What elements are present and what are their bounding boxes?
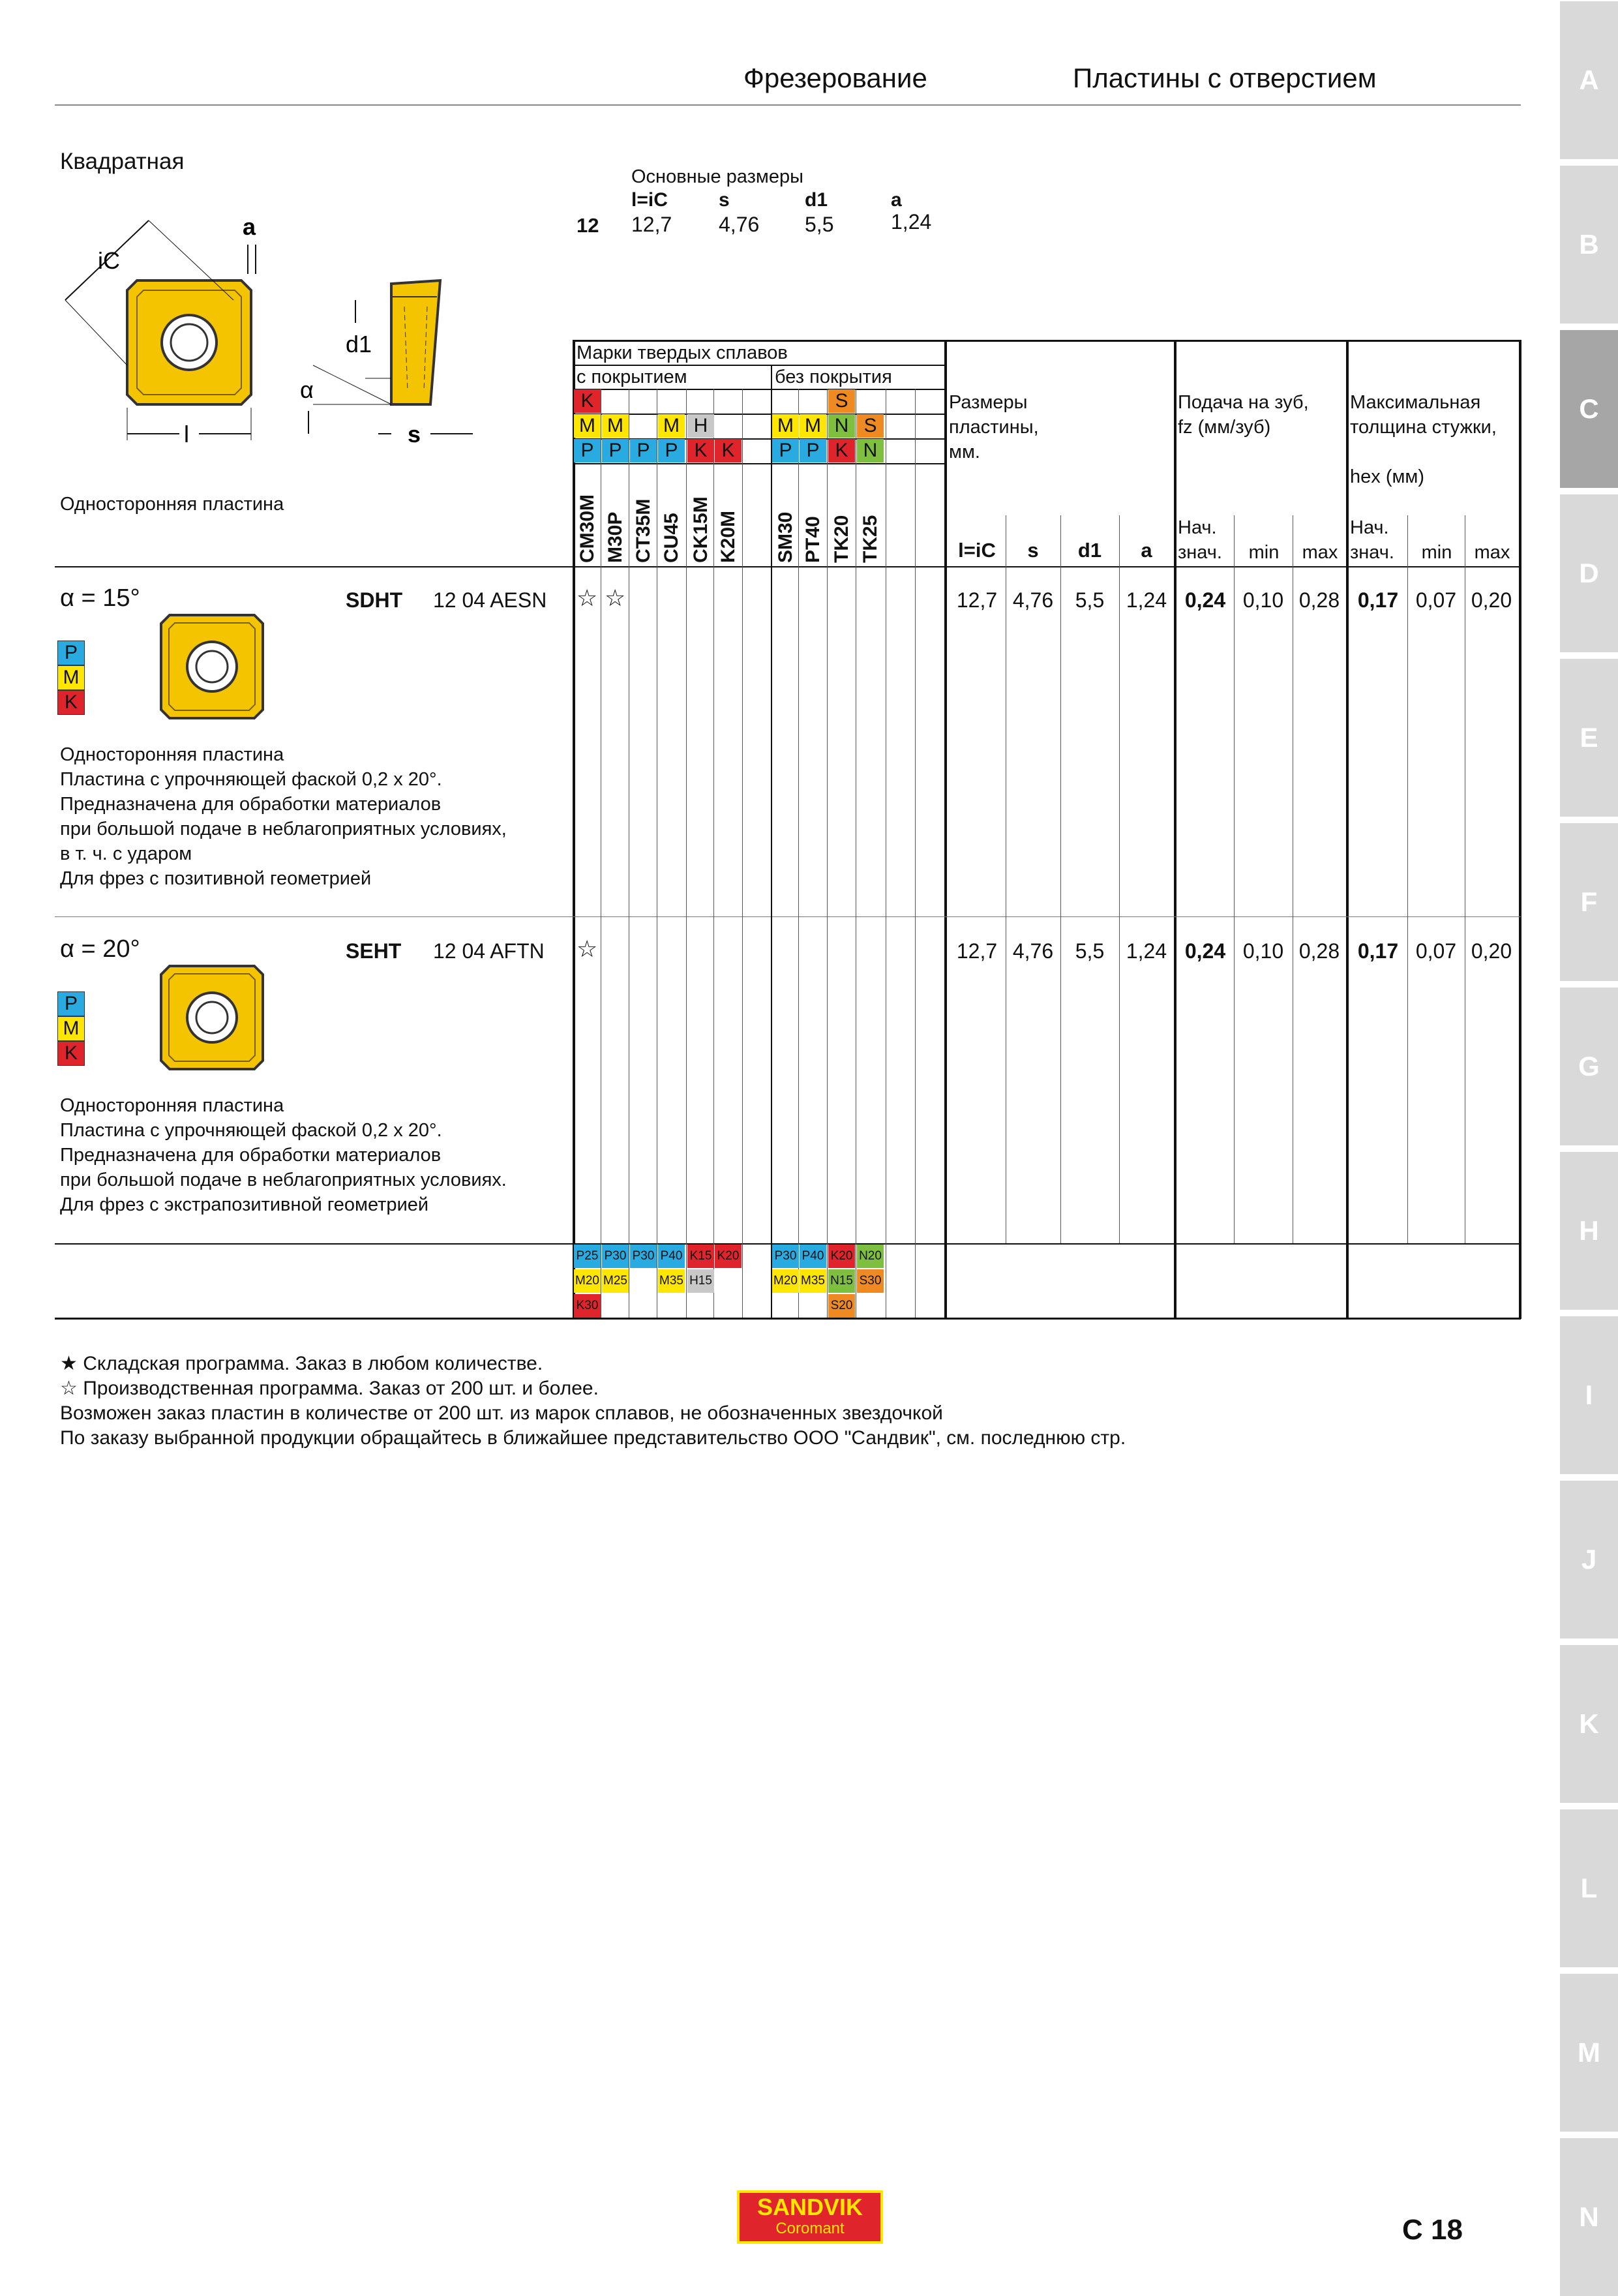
iso-header-m: M — [658, 414, 685, 438]
insert-code: SDHT — [346, 588, 403, 612]
feed-max-label: max — [1302, 542, 1338, 563]
iso-k-badge: K — [57, 1041, 85, 1066]
dims-h-a: a — [1141, 539, 1152, 562]
app-code-m20: M20 — [772, 1269, 799, 1293]
tab-d[interactable]: D — [1560, 494, 1618, 652]
legend-production: ☆ Производственная программа. Заказ от 200 шт. и более. — [60, 1378, 599, 1399]
description-line: Предназначена для обработки материалов — [60, 794, 442, 815]
label-d1: d1 — [346, 331, 372, 357]
chip-value: 0,17 — [1357, 588, 1399, 612]
label-a: a — [243, 213, 256, 240]
label-ic: iC — [98, 247, 120, 274]
iso-header-p: P — [658, 439, 685, 462]
coated-label: с покрытием — [577, 367, 687, 387]
iso-header-p: P — [602, 439, 629, 462]
chip-value: 0,20 — [1471, 588, 1512, 612]
tab-l[interactable]: L — [1560, 1809, 1618, 1967]
page-number: C 18 — [1402, 2214, 1463, 2246]
insert-size: 12 04 AESN — [433, 588, 547, 612]
dims-h-l: l=iC — [958, 539, 996, 562]
dim-value: 4,76 — [1012, 588, 1054, 612]
main-dims-h-s: s — [719, 189, 730, 211]
app-code-s30: S30 — [857, 1269, 884, 1293]
production-star-icon: ☆ — [577, 584, 598, 611]
feed-min-label: min — [1248, 542, 1280, 563]
app-code-h15: H15 — [687, 1269, 714, 1293]
description-line: Для фрез с экстрапозитивной геометрией — [60, 1194, 429, 1215]
logo-sub: Coromant — [775, 2220, 845, 2237]
tab-m[interactable]: M — [1560, 1974, 1618, 2132]
chip-min-label: min — [1421, 542, 1452, 563]
iso-p-badge: P — [57, 641, 85, 665]
description-line: Пластина с упрочняющей фаской 0,2 x 20°. — [60, 1120, 442, 1141]
iso-header-n: N — [828, 414, 855, 438]
app-code-m20: M20 — [574, 1269, 601, 1293]
iso-header-p: P — [800, 439, 826, 462]
app-code-p30: P30 — [772, 1245, 799, 1268]
app-code-k15: K15 — [687, 1245, 714, 1268]
subsection-title: Пластины с отверстием — [1073, 63, 1377, 93]
grade-tk20: TK20 — [831, 515, 852, 563]
description-line: Для фрез с позитивной геометрией — [60, 868, 372, 889]
grade-ck15m: CK15M — [690, 496, 712, 563]
main-dims-d1: 5,5 — [805, 213, 834, 236]
tab-h[interactable]: H — [1560, 1152, 1618, 1310]
label-l: l — [184, 421, 189, 447]
tab-k[interactable]: K — [1560, 1645, 1618, 1803]
order-note: Возможен заказ пластин в количестве от 200 шт. из марок сплавов, не обозначенных звездочкой — [60, 1402, 943, 1424]
angle-label: α = 20° — [60, 935, 140, 963]
insert-side-view — [391, 280, 440, 404]
grade-sm30: SM30 — [775, 511, 796, 563]
iso-m-badge: M — [57, 1016, 85, 1041]
feed-value: 0,24 — [1184, 588, 1226, 612]
dim-value: 5,5 — [1075, 939, 1105, 963]
iso-header-m: M — [800, 414, 826, 438]
feed-value: 0,28 — [1298, 939, 1340, 963]
feed-unit: fz (мм/зуб) — [1178, 417, 1271, 438]
sandvik-logo — [737, 2190, 883, 2244]
iso-header-k: K — [574, 389, 601, 413]
iso-p-badge: P — [57, 991, 85, 1016]
grade-cu45: CU45 — [661, 513, 682, 563]
main-dims-h-d1: d1 — [805, 189, 828, 211]
description-line: при большой подаче в неблагоприятных условиях, — [60, 819, 507, 839]
main-dims-s: 4,76 — [719, 213, 760, 236]
app-code-m25: M25 — [602, 1269, 629, 1293]
tab-c[interactable]: C — [1560, 330, 1618, 488]
tab-n[interactable]: N — [1560, 2138, 1618, 2296]
feed-start-label: Нач. знач. — [1178, 517, 1222, 563]
description-line: Односторонняя пластина — [60, 744, 284, 765]
app-code-n15: N15 — [828, 1269, 855, 1293]
label-alpha: α — [300, 376, 314, 403]
description-line: при большой подаче в неблагоприятных условиях. — [60, 1170, 507, 1190]
section-tabs — [1560, 0, 1618, 2288]
iso-header-p: P — [630, 439, 657, 462]
feed-title: Подача на зуб, — [1178, 392, 1309, 413]
chip-unit: hex (мм) — [1350, 466, 1425, 487]
uncoated-label: без покрытия — [775, 367, 892, 387]
label-s: s — [408, 421, 421, 447]
description-line: в т. ч. с ударом — [60, 843, 192, 864]
description-line: Предназначена для обработки материалов — [60, 1145, 442, 1166]
tab-a[interactable]: A — [1560, 1, 1618, 159]
dims-h-d1: d1 — [1077, 539, 1102, 562]
grade-tk25: TK25 — [860, 515, 881, 563]
app-code-s20: S20 — [828, 1294, 855, 1318]
chip-value: 0,17 — [1357, 939, 1399, 963]
dim-value: 4,76 — [1012, 939, 1054, 963]
grades-title: Марки твердых сплавов — [577, 342, 788, 363]
insert-icon — [157, 612, 267, 723]
chip-value: 0,20 — [1471, 939, 1512, 963]
angle-label: α = 15° — [60, 584, 140, 612]
insert-icon — [157, 963, 267, 1074]
description-line: Односторонняя пластина — [60, 1095, 284, 1116]
chip-value: 0,07 — [1415, 939, 1457, 963]
feed-value: 0,28 — [1298, 588, 1340, 612]
app-code-p25: P25 — [574, 1245, 601, 1268]
iso-m-badge: M — [57, 665, 85, 690]
iso-header-k: K — [687, 439, 714, 462]
dim-value: 5,5 — [1075, 588, 1105, 612]
app-code-k30: K30 — [574, 1294, 601, 1318]
iso-header-n: N — [857, 439, 884, 462]
app-code-p40: P40 — [658, 1245, 685, 1268]
app-code-k20: K20 — [828, 1245, 855, 1268]
iso-header-p: P — [772, 439, 799, 462]
main-dims-row-label: 12 — [577, 214, 599, 237]
main-dims-a: 1,24 — [891, 210, 932, 234]
app-code-m35: M35 — [658, 1269, 685, 1293]
feed-value: 0,10 — [1242, 939, 1284, 963]
main-dims-l: 12,7 — [631, 213, 672, 236]
grade-cm30m: CM30M — [577, 494, 598, 563]
main-dims-h-a: a — [891, 189, 902, 211]
chip-title: Максимальная толщина стужки, — [1350, 392, 1497, 438]
app-code-m35: M35 — [800, 1269, 826, 1293]
iso-k-badge: K — [57, 690, 85, 715]
main-dims-h-l: l=iC — [631, 189, 668, 211]
chip-start-label: Нач. знач. — [1350, 517, 1394, 563]
dim-value: 1,24 — [1126, 588, 1167, 612]
production-star-icon: ☆ — [605, 584, 626, 611]
insert-diagram — [52, 209, 496, 457]
app-code-p40: P40 — [800, 1245, 826, 1268]
tab-i[interactable]: I — [1560, 1316, 1618, 1474]
header-rule — [55, 104, 1521, 106]
dim-value: 12,7 — [956, 588, 998, 612]
main-dims-title: Основные размеры — [631, 166, 803, 187]
chip-value: 0,07 — [1415, 588, 1457, 612]
app-code-p30: P30 — [630, 1245, 657, 1268]
grade-m30p: M30P — [605, 511, 626, 563]
production-star-icon: ☆ — [577, 935, 598, 962]
grade-ct35m: CT35M — [633, 498, 654, 563]
shape-title: Квадратная — [60, 149, 185, 174]
grade-pt40: PT40 — [802, 516, 824, 563]
grade-k20m: K20M — [717, 510, 739, 563]
iso-header-s: S — [828, 389, 855, 413]
dims-h-s: s — [1027, 539, 1039, 562]
tab-e[interactable]: E — [1560, 659, 1618, 817]
iso-header-k: K — [828, 439, 855, 462]
chip-max-label: max — [1474, 542, 1510, 563]
iso-header-m: M — [574, 414, 601, 438]
dims-title: Размеры пластины, мм. — [949, 392, 1039, 462]
app-code-n20: N20 — [857, 1245, 884, 1268]
tab-b[interactable]: B — [1560, 166, 1618, 324]
logo-brand: SANDVIK — [757, 2194, 863, 2220]
single-sided-label: Односторонняя пластина — [60, 494, 284, 515]
insert-code: SEHT — [346, 939, 402, 963]
app-code-p30: P30 — [602, 1245, 629, 1268]
contact-note: По заказу выбранной продукции обращайтесь в ближайшее представительство ООО "Сандвик", см. последнюю стр. — [60, 1427, 1126, 1449]
iso-header-k: K — [715, 439, 742, 462]
app-code-k20: K20 — [715, 1245, 742, 1268]
iso-header-s: S — [857, 414, 884, 438]
description-line: Пластина с упрочняющей фаской 0,2 x 20°. — [60, 769, 442, 790]
iso-header-m: M — [772, 414, 799, 438]
iso-header-h: H — [687, 414, 714, 438]
tab-j[interactable]: J — [1560, 1481, 1618, 1639]
tab-f[interactable]: F — [1560, 823, 1618, 981]
dim-value: 12,7 — [956, 939, 998, 963]
iso-header-p: P — [574, 439, 601, 462]
iso-header-m: M — [602, 414, 629, 438]
feed-value: 0,24 — [1184, 939, 1226, 963]
tab-g[interactable]: G — [1560, 988, 1618, 1145]
section-title: Фрезерование — [743, 63, 927, 93]
dim-value: 1,24 — [1126, 939, 1167, 963]
feed-value: 0,10 — [1242, 588, 1284, 612]
insert-size: 12 04 AFTN — [433, 939, 545, 963]
legend-stock: ★ Складская программа. Заказ в любом количестве. — [60, 1353, 543, 1374]
